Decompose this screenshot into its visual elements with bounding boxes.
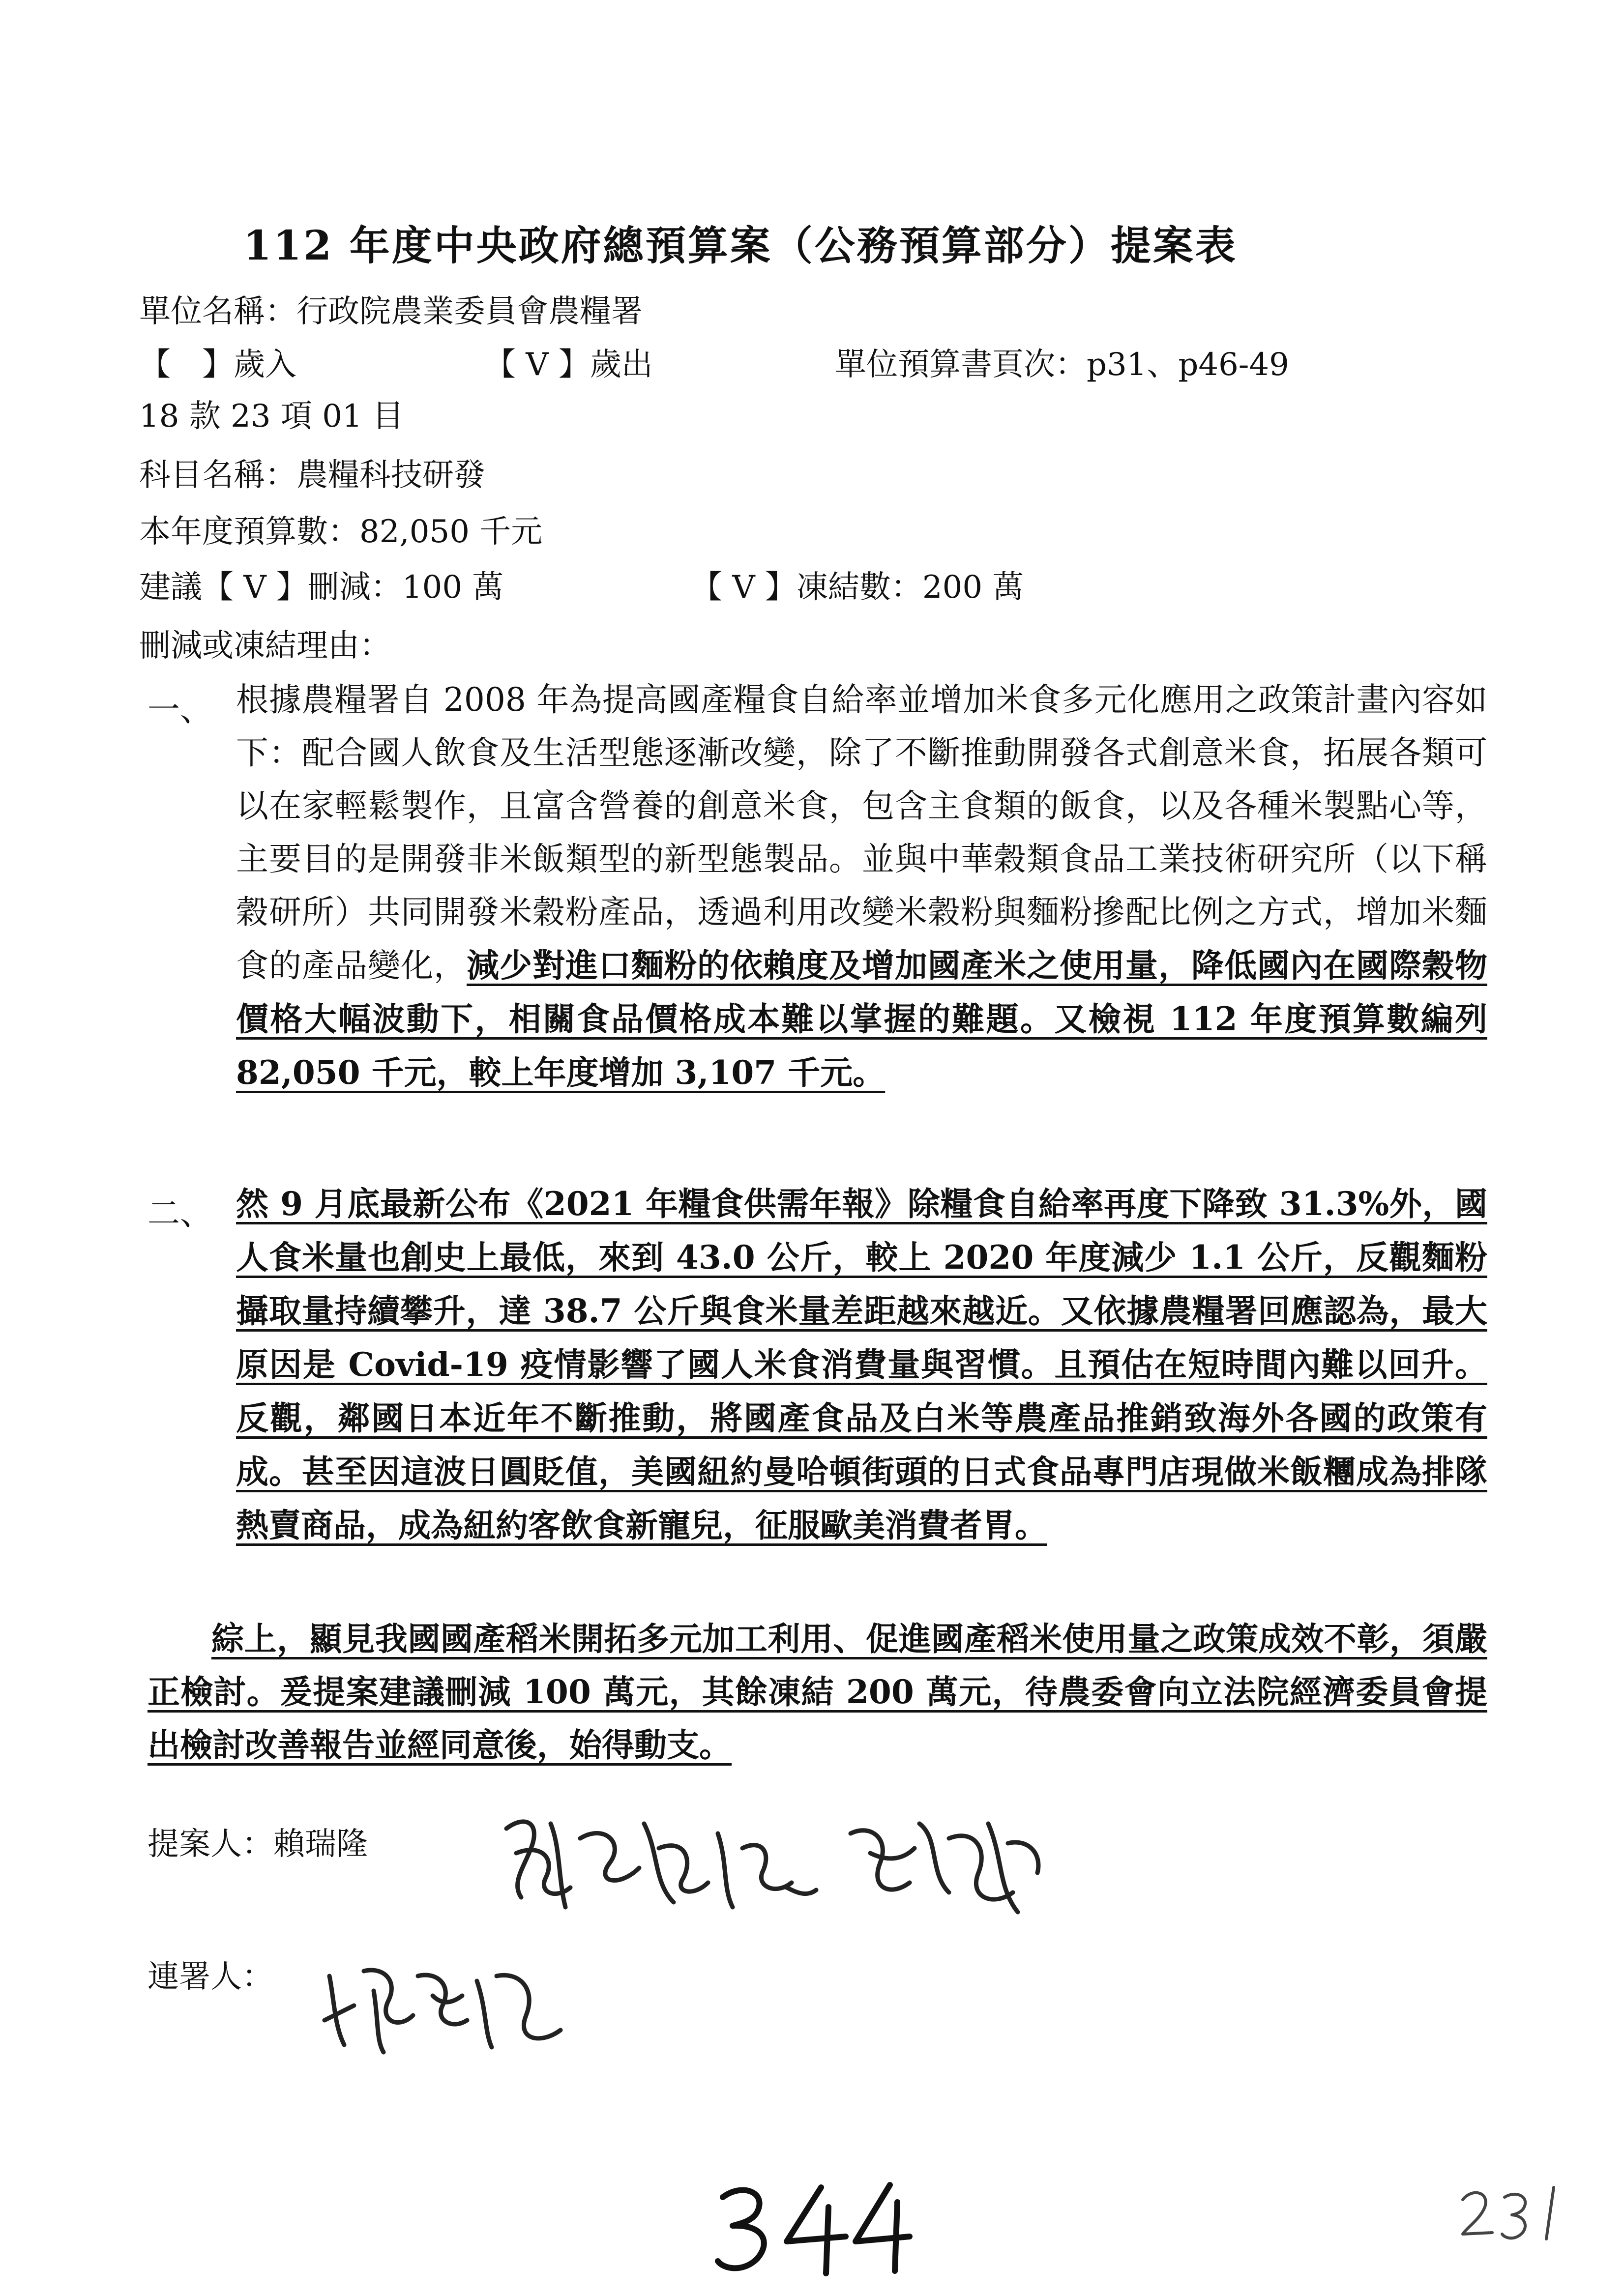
reason-1-emphasis: 減少對進口麵粉的依賴度及增加國產米之使用量，降低國內在國際穀物價格大幅波動下，相關食品價格成本難以掌握的難題。又檢視 112 年度預算數編列 82,050 千元，較上年度增加 3,107 千元。 — [236, 946, 1487, 1092]
signature-proposer — [497, 1794, 1062, 1922]
reason-2-marker: 二、 — [148, 1194, 212, 1232]
revenue-checkbox: 【 】歲入 — [139, 347, 296, 383]
summary-paragraph — [148, 1612, 1487, 1772]
expenditure-checkbox: 【 V 】歲出 — [484, 347, 653, 383]
page-title: 112 年度中央政府總預算案（公務預算部分）提案表 — [243, 222, 1238, 269]
reason-heading: 刪減或凍結理由： — [139, 628, 391, 664]
subject-name: 科目名稱：農糧科技研發 — [139, 457, 485, 494]
handwritten-page-number — [708, 2173, 915, 2281]
item-code: 18 款 23 項 01 目 — [139, 398, 404, 435]
budget-amount: 本年度預算數：82,050 千元 — [139, 514, 543, 550]
reason-1-marker: 一、 — [148, 691, 212, 728]
reason-2-emphasis: 然 9 月底最新公布《2021 年糧食供需年報》除糧食自給率再度下降致 31.3%外，國人食米量也創史上最低，來到 43.0 公斤，較上 2020 年度減少 1.1 公斤，反觀麵粉攝取量持續攀升，達 38.7 公斤與食米量差距越來越近。又依據農糧署回應認為，最大原因是 Covid-19 疫情影響了國人米食消費量與習慣。且預估在短時間內難以回升。反觀，鄰國日本近年不斷推動，將國產食品及白米等農產品推銷致海外各國的政策有成。甚至因這波日圓貶值，美國紐約曼哈頓街頭的日式食品專門店現做米飯糰成為排隊熱賣商品，成為紐約客飲食新寵兒，征服歐美消費者胃。 — [236, 1185, 1487, 1544]
reason-1-plain: 根據農糧署自 2008 年為提高國產糧食自給率並增加米食多元化應用之政策計畫內容如下：配合國人飲食及生活型態逐漸改變，除了不斷推動開發各式創意米食，拓展各類可以在家輕鬆製作，且富含營養的創意米食，包含主食類的飯食，以及各種米製點心等，主要目的是開發非米飯類型的新型態製品。並與中華穀類食品工業技術研究所（以下稱穀研所）共同開發米穀粉產品，透過利用改變米穀粉與麵粉摻配比例之方式，增加米麵食的產品變化， — [236, 681, 1487, 985]
reason-2-text — [236, 1177, 1487, 1552]
signature-cosigner — [315, 1947, 570, 2060]
summary-text: 綜上，顯見我國國產稻米開拓多元加工利用、促進國產稻米使用量之政策成效不彰，須嚴正檢討。爰提案建議刪減 100 萬元，其餘凍結 200 萬元，待農委會向立法院經濟委員會提出檢討改善報告並經同意後，始得動支。 — [148, 1620, 1487, 1764]
cosigner-label: 連署人： — [148, 1959, 273, 1995]
reason-1-text — [236, 673, 1487, 1100]
unit-name: 單位名稱：行政院農業委員會農糧署 — [139, 293, 643, 330]
suggest-freeze: 【 V 】凍結數：200 萬 — [691, 569, 1024, 606]
budget-page-reference: 單位預算書頁次：p31、p46-49 — [835, 347, 1289, 383]
suggest-cut: 建議【 V 】刪減：100 萬 — [139, 569, 504, 606]
handwritten-corner-number — [1455, 2178, 1568, 2246]
proposer-label: 提案人：賴瑞隆 — [148, 1826, 368, 1862]
